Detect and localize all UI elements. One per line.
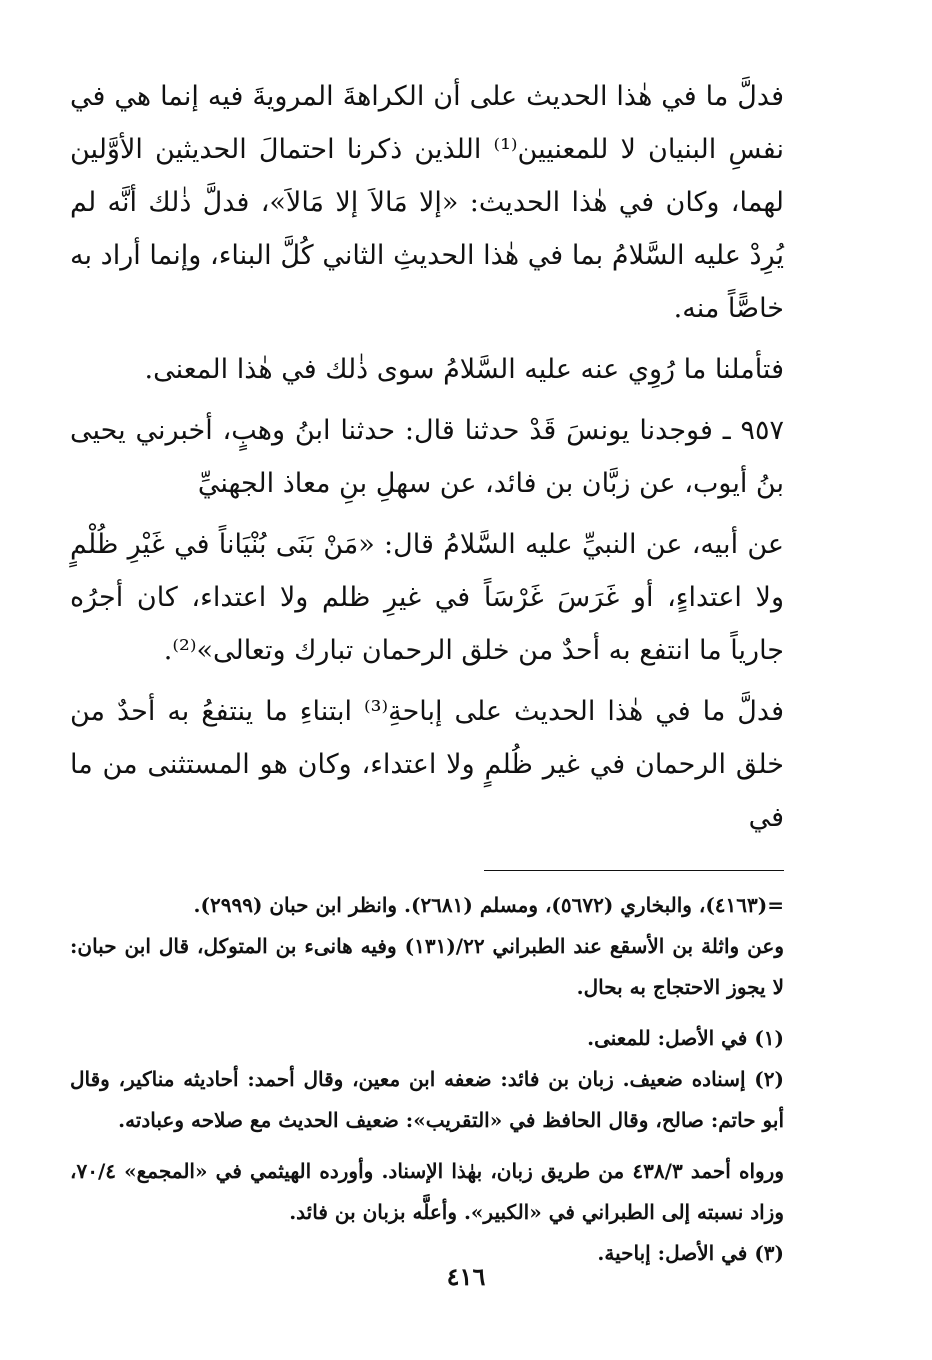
footnote-separator (484, 870, 784, 871)
page-number: ٤١٦ (446, 1262, 486, 1291)
footnote-3: (٣) في الأصل: إباحية. (597, 1241, 784, 1265)
footnotes (70, 885, 784, 1274)
footnote-wathila: وعن واثلة بن الأسقع عند الطبراني ٢٢/(١٣١) وفيه هانىء بن المتوكل، قال ابن حبان: لا يجوز الاحتجاج به بحال. (70, 934, 784, 999)
footnote-2: (٢) إسناده ضعيف. زبان بن فائد: ضعفه ابن معين، وقال أحمد: أحاديثه مناكير، وقال أبو حاتم: صالح، وقال الحافظ في «التقريب»: ضعيف الحديث مع صلاحه وعبادته. (70, 1067, 784, 1132)
paragraph-1: فدلَّ ما في هٰذا الحديث على أن الكراهةَ المرويةَ فيه إنما هي في نفسِ البنيان لا للمعنيين⁽¹⁾ اللذين ذكرنا احتمالَ الحديثين الأوَّلين لهما، وكان في هٰذا الحديث: «إلا مَالاَ إلا مَالاَ»، فدلَّ ذٰلك أنَّه لم يُرِدْ عليه السَّلامُ بما في هٰذا الحديثِ الثاني كُلَّ البناء، وإنما أراد به خاصًّاً منه. (70, 81, 784, 324)
footnote-continuation: =(٤١٦٣)، والبخاري (٥٦٧٢)، ومسلم (٢٦٨١). وانظر ابن حبان (٢٩٩٩). (193, 893, 784, 917)
hadith-957-isnad: ٩٥٧ ـ فوجدنا يونسَ قَدْ حدثنا قال: حدثنا ابنُ وهبٍ، أخبرني يحيى بنُ أيوب، عن زبَّان بن فائد، عن سهلِ بنِ معاذ الجهنيِّ (70, 415, 784, 499)
page-body (70, 70, 784, 1274)
paragraph-5: فدلَّ ما في هٰذا الحديث على إباحةِ⁽³⁾ ابتناءِ ما ينتفعُ به أحدٌ من خلق الرحمان في غير ظُلمٍ ولا اعتداء، وكان هو المستثنى من ما في (70, 696, 784, 833)
main-text (70, 70, 784, 844)
footnote-separator-wrap (70, 870, 784, 871)
footnote-1: (١) في الأصل: للمعنى. (587, 1026, 784, 1050)
footnote-2-continued: ورواه أحمد ٤٣٨/٣ من طريق زبان، بهٰذا الإسناد. وأورده الهيثمي في «المجمع» ٧٠/٤، وزاد نسبته إلى الطبراني في «الكبير». وأعلَّه بزبان بن فائد. (70, 1159, 784, 1224)
hadith-957-matn: عن أبيه، عن النبيِّ عليه السَّلامُ قال: «مَنْ بَنَى بُنْيَاناً في غَيْرِ ظُلْمٍ ولا اعتداءٍ، أو غَرَسَ غَرْسَاً في غيرِ ظلم ولا اعتداء، كان أجرُه جارياً ما انتفع به أحدٌ من خلق الرحمان تبارك وتعالى»⁽²⁾. (70, 529, 784, 666)
paragraph-2: فتأملنا ما رُوِي عنه عليه السَّلامُ سوى ذٰلك في هٰذا المعنى. (144, 354, 784, 385)
